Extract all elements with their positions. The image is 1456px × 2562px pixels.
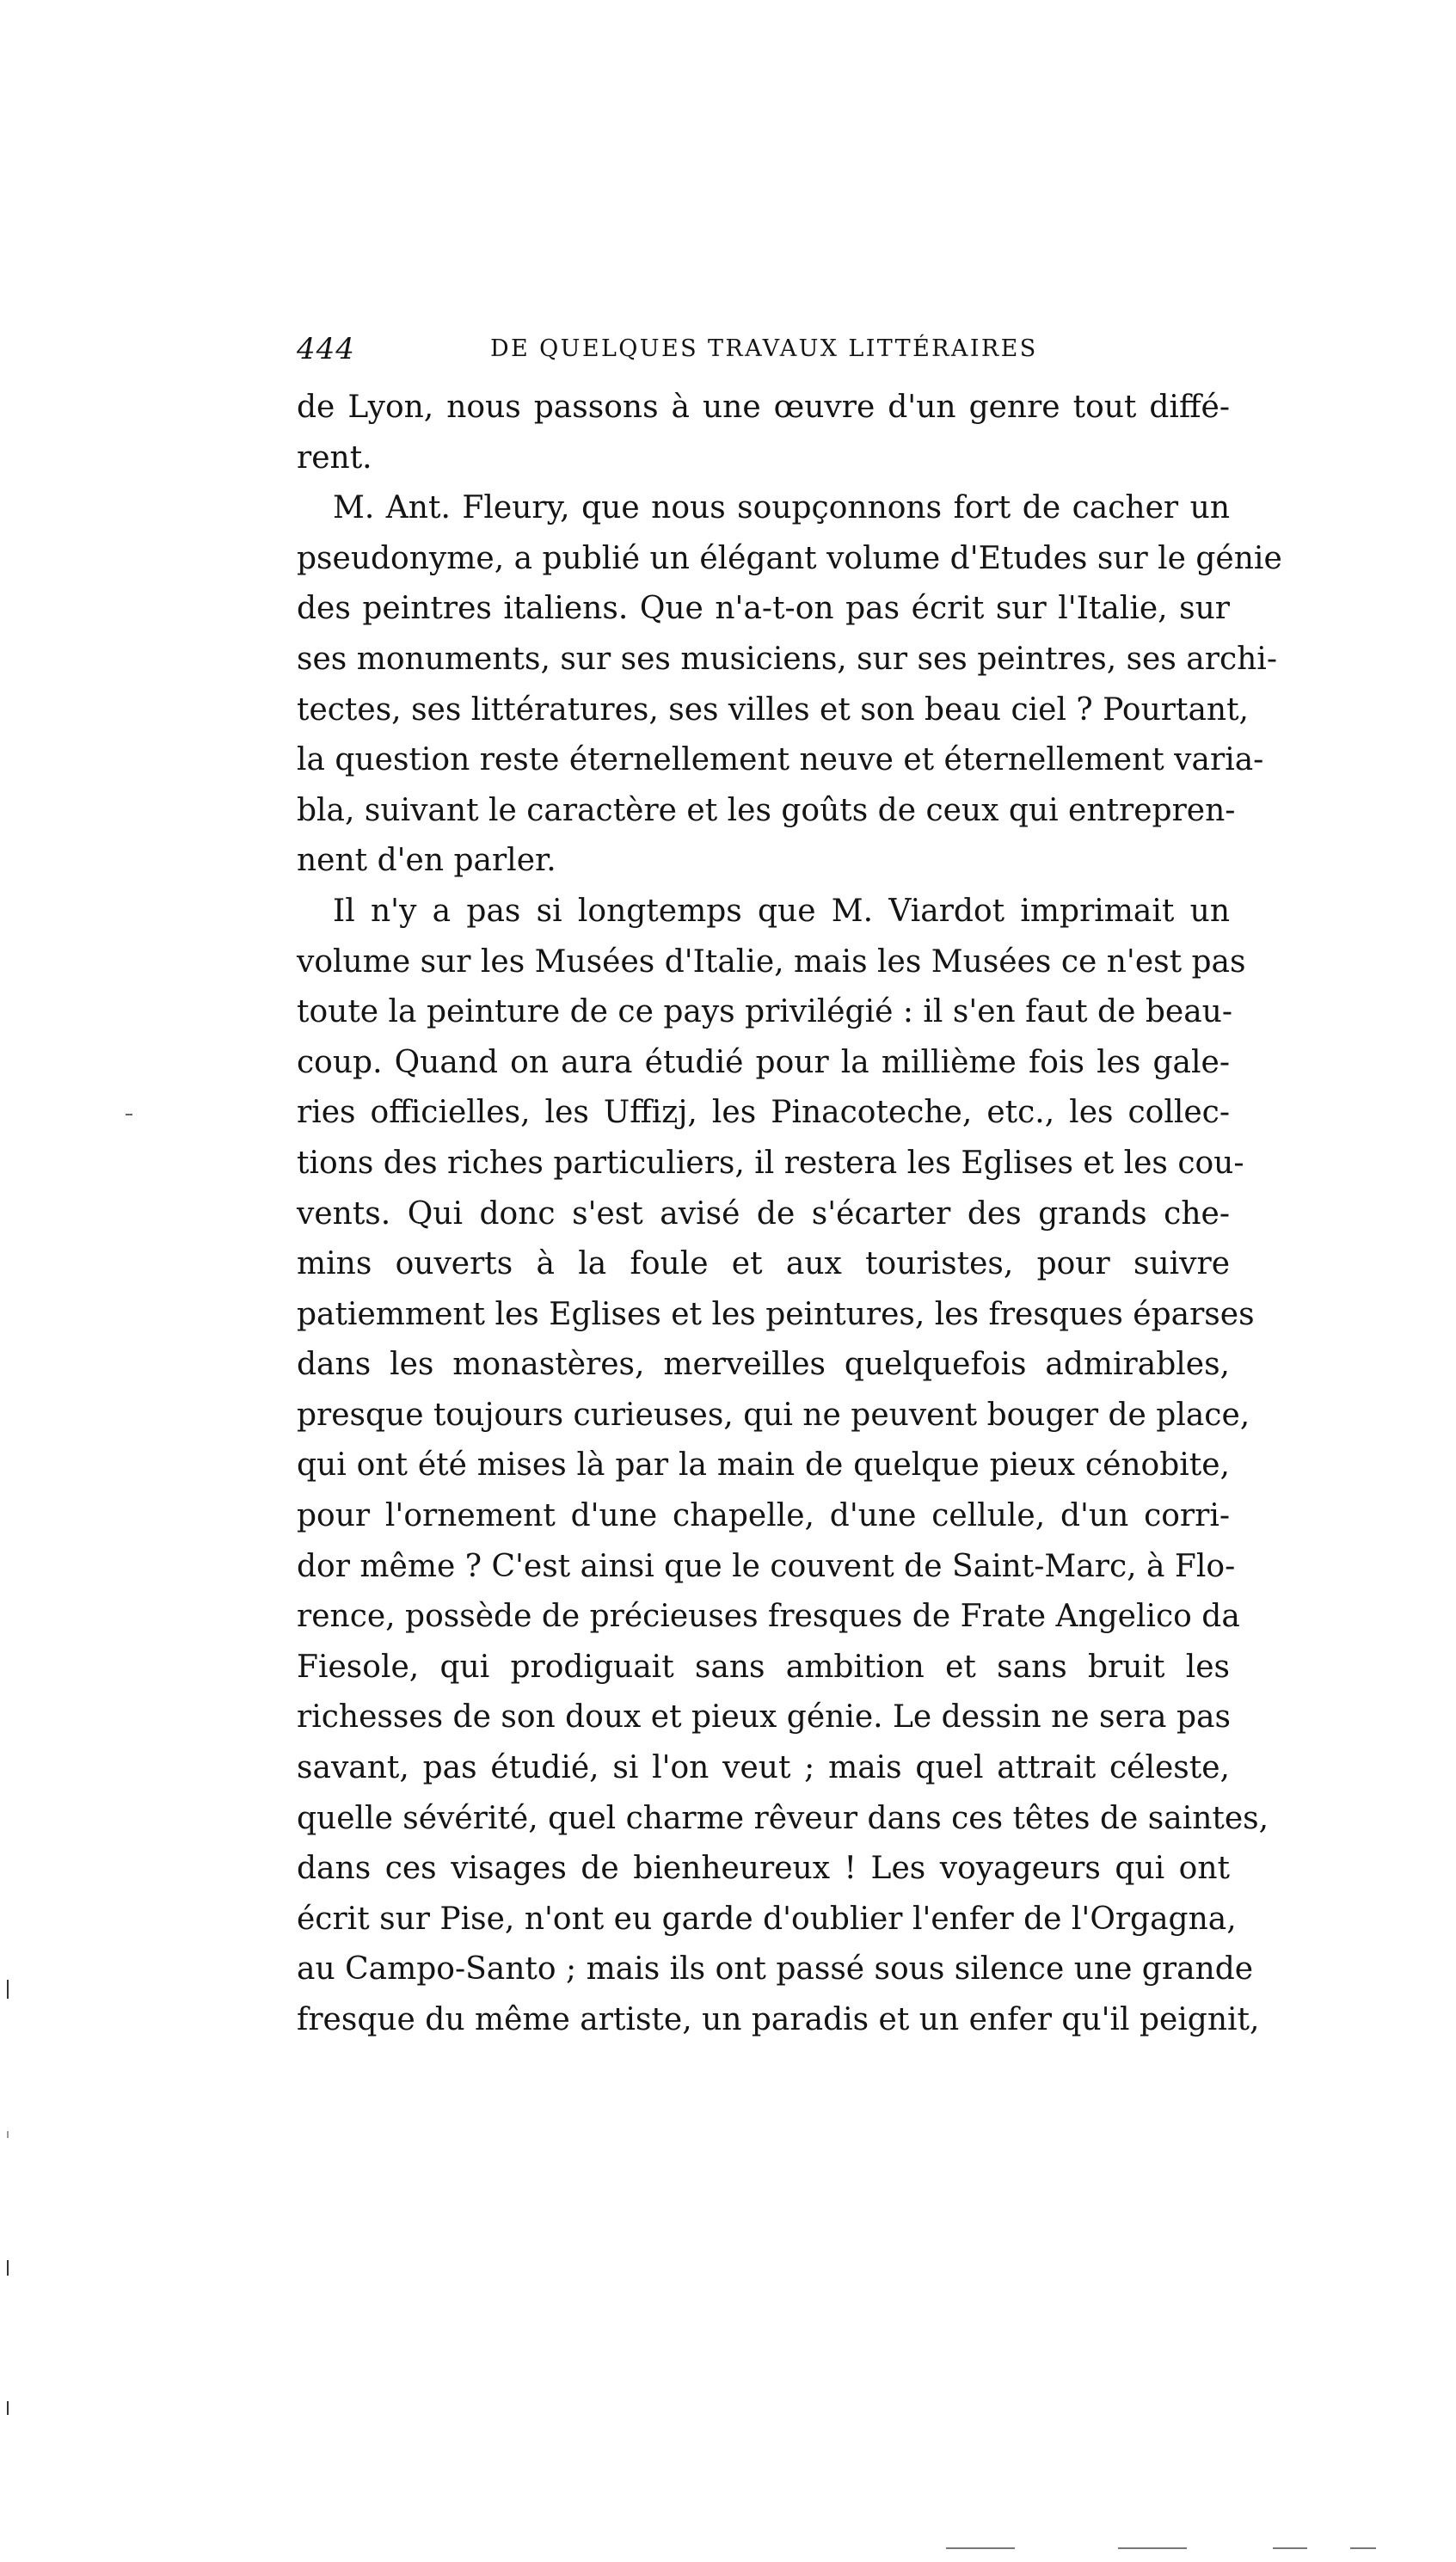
text-line: nent d'en parler. [297,843,556,879]
scan-mark [7,2401,9,2415]
text-line: volume sur les Musées d'Italie, mais les Musées ce n'est pas [297,943,1246,980]
text-line: dor même ? C'est ainsi que le couvent de Saint-Marc, à Flo- [297,1548,1236,1584]
text-line: écrit sur Pise, n'ont eu garde d'oublier l'enfer de l'Orgagna, [297,1901,1237,1937]
text-line: fresque du même artiste, un paradis et un enfer qu'il peignit, [297,2002,1260,2037]
scan-edge-rule [946,2547,1015,2549]
body-text [297,383,1282,2046]
running-head: DE QUELQUES TRAVAUX LITTÉRAIRES [490,335,1038,362]
text-line: rence, possède de précieuses fresques de Frate Angelico da [297,1599,1240,1635]
text-line: ses monuments, sur ses musiciens, sur ses peintres, ses archi- [297,641,1277,677]
text-line: coup. Quand on aura étudié pour la millième fois les gale- [297,1044,1230,1080]
page-number: 444 [297,332,355,366]
text-line: vents. Qui donc s'est avisé de s'écarter des grands che- [297,1195,1230,1232]
text-line: la question reste éternellement neuve et éternellement varia- [297,742,1264,778]
scan-edge-rule [1118,2547,1187,2549]
text-line: patiemment les Eglises et les peintures, les fresques éparses [297,1296,1255,1332]
text-line: Fiesole, qui prodiguait sans ambition et sans bruit les [297,1649,1230,1685]
text-line: des peintres italiens. Que n'a-t-on pas écrit sur l'Italie, sur [297,591,1230,627]
text-line: dans les monastères, merveilles quelquefois admirables, [297,1347,1230,1383]
text-line: pseudonyme, a publié un élégant volume d'Etudes sur le génie [297,540,1282,576]
text-line: quelle sévérité, quel charme rêveur dans ces têtes de saintes, [297,1800,1269,1836]
page-header [297,332,1226,366]
scan-mark [126,1114,132,1115]
text-line: de Lyon, nous passons à une œuvre d'un genre tout diffé- [297,390,1230,425]
text-line: mins ouverts à la foule et aux touristes, pour suivre [297,1246,1230,1282]
text-line: pour l'ornement d'une chapelle, d'une cellule, d'un corri- [297,1498,1230,1534]
text-line: richesses de son doux et pieux génie. Le dessin ne sera pas [297,1699,1231,1736]
text-line: bla, suivant le caractère et les goûts de ceux qui entrepren- [297,792,1236,828]
text-line: rent. [297,439,372,476]
text-line: tions des riches particuliers, il restera les Eglises et les cou- [297,1145,1244,1181]
scan-mark [7,2131,9,2138]
text-line: toute la peinture de ce pays privilégié : il s'en faut de beau- [297,994,1233,1030]
text-line: qui ont été mises là par la main de quelque pieux cénobite, [297,1447,1230,1484]
text-line: Il n'y a pas si longtemps que M. Viardot imprimait un [333,893,1230,929]
text-line: dans ces visages de bienheureux ! Les voyageurs qui ont [297,1851,1230,1887]
scan-mark [7,2260,9,2276]
text-line: au Campo-Santo ; mais ils ont passé sous silence une grande [297,1951,1254,1988]
scan-edge-rule [1273,2547,1307,2549]
text-line: presque toujours curieuses, qui ne peuvent bouger de place, [297,1397,1250,1433]
text-line: tectes, ses littératures, ses villes et son beau ciel ? Pourtant, [297,691,1249,728]
text-line: M. Ant. Fleury, que nous soupçonnons fort de cacher un [333,490,1230,526]
text-line: savant, pas étudié, si l'on veut ; mais quel attrait céleste, [297,1750,1230,1786]
scan-edge-rule [1350,2547,1376,2549]
scan-mark [7,1980,9,1999]
text-line: ries officielles, les Uffizj, les Pinacoteche, etc., les collec- [297,1095,1230,1131]
